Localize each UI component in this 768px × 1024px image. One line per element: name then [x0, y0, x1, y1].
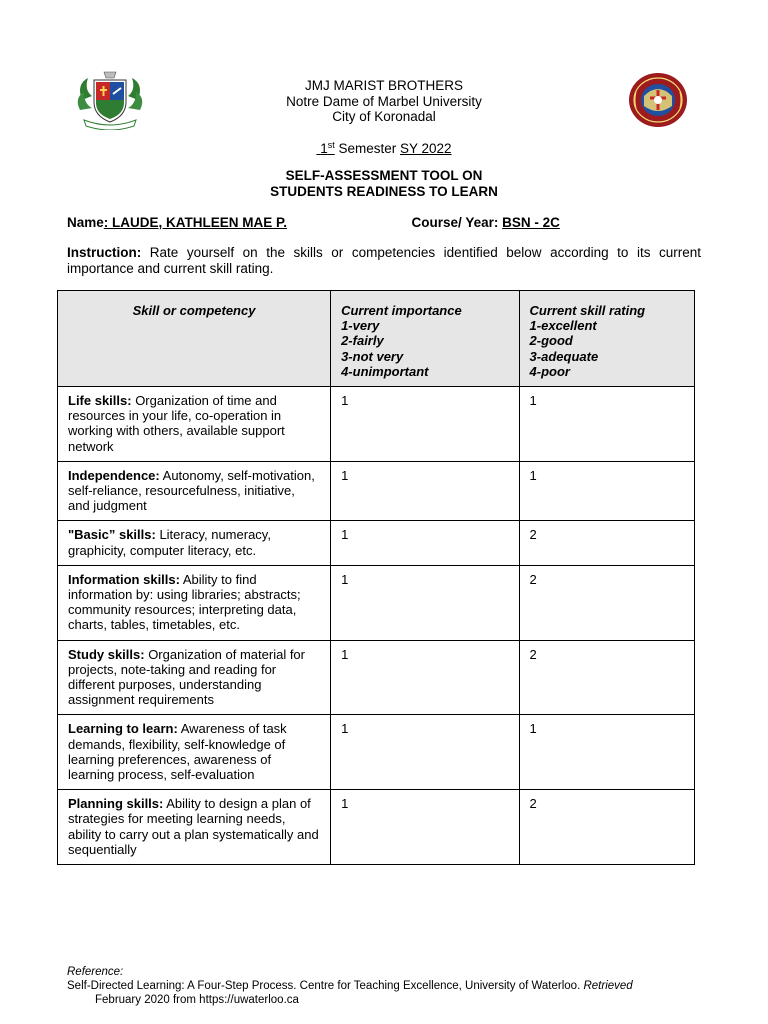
rating-cell: 2	[519, 790, 694, 865]
instruction-paragraph	[67, 245, 701, 276]
skill-cell: Independence: Autonomy, self-motivation, self-reliance, resourcefulness, initiative, and judgment	[58, 461, 331, 521]
importance-cell: 1	[331, 790, 519, 865]
rating-cell: 2	[519, 521, 694, 565]
table-row	[58, 565, 695, 640]
reference-label: Reference:	[67, 966, 124, 978]
reference-text: Self-Directed Learning: A Four-Step Process. Centre for Teaching Excellence, University of Waterloo. Retrieved	[67, 980, 633, 992]
importance-cell: 1	[331, 640, 519, 715]
table-header-row	[58, 291, 695, 387]
table-row	[58, 715, 695, 790]
skill-column-header: Skill or competency	[58, 291, 331, 387]
name-label: Name	[67, 215, 104, 230]
importance-cell: 1	[331, 521, 519, 565]
school-year: SY 2022	[400, 140, 452, 156]
name-value: : LAUDE, KATHLEEN MAE P.	[103, 215, 288, 230]
semester-word: Semester	[334, 140, 400, 156]
rating-column-header: Current skill rating 1-excellent 2-good 3-adequate 4-poor	[519, 291, 694, 387]
skill-cell: Learning to learn: Awareness of task demands, flexibility, self-knowledge of learning preferences, awareness of learning process, self-evaluation	[58, 715, 331, 790]
university-name: Notre Dame of Marbel University	[286, 93, 482, 109]
skill-cell: Planning skills: Ability to design a plan of strategies for meeting learning needs, ability to carry out a plan systematically and sequentially	[58, 790, 331, 865]
rating-cell: 1	[519, 387, 694, 462]
city-name: City of Koronadal	[332, 109, 436, 124]
importance-cell: 1	[331, 565, 519, 640]
institution-header	[0, 78, 768, 156]
org-name: JMJ MARIST BROTHERS	[304, 78, 463, 93]
instruction-label: Instruction:	[67, 245, 142, 260]
table-row	[58, 521, 695, 565]
title-line-2: STUDENTS READINESS TO LEARN	[270, 183, 498, 199]
importance-cell: 1	[331, 387, 519, 462]
rating-cell: 1	[519, 715, 694, 790]
reference-note	[67, 965, 707, 1007]
table-row	[58, 640, 695, 715]
skill-cell: Information skills: Ability to find information by: using libraries; abstracts; community resources; interpreting data, charts, tables, timetables, etc.	[58, 565, 331, 640]
course-year-value: BSN - 2C	[502, 215, 560, 230]
importance-cell: 1	[331, 715, 519, 790]
rating-cell: 2	[519, 640, 694, 715]
semester-line	[0, 141, 768, 157]
semester-number: 1st	[320, 139, 335, 156]
skill-cell: Study skills: Organization of material for projects, note-taking and reading for different purposes, understanding assignment requirements	[58, 640, 331, 715]
table-row	[58, 790, 695, 865]
skill-cell: "Basic” skills: Literacy, numeracy, graphicity, computer literacy, etc.	[58, 521, 331, 565]
reference-source: February 2020 from https://uwaterloo.ca	[95, 994, 299, 1006]
student-info-row	[67, 215, 560, 230]
title-line-1: SELF-ASSESSMENT TOOL ON	[285, 168, 483, 183]
table-row	[58, 461, 695, 521]
skill-cell: Life skills: Organization of time and resources in your life, co-operation in working with others, available support network	[58, 387, 331, 462]
importance-cell: 1	[331, 461, 519, 521]
form-title	[0, 168, 768, 199]
skills-assessment-table	[57, 290, 695, 865]
table-row	[58, 387, 695, 462]
rating-cell: 1	[519, 461, 694, 521]
rating-cell: 2	[519, 565, 694, 640]
course-year-label: Course/ Year:	[411, 215, 499, 230]
reference-retrieved: Retrieved	[583, 980, 633, 992]
importance-column-header: Current importance 1-very 2-fairly 3-not very 4-unimportant	[331, 291, 519, 387]
instruction-text: Rate yourself on the skills or competencies identified below according to its current importance and current skill rating.	[67, 245, 701, 276]
